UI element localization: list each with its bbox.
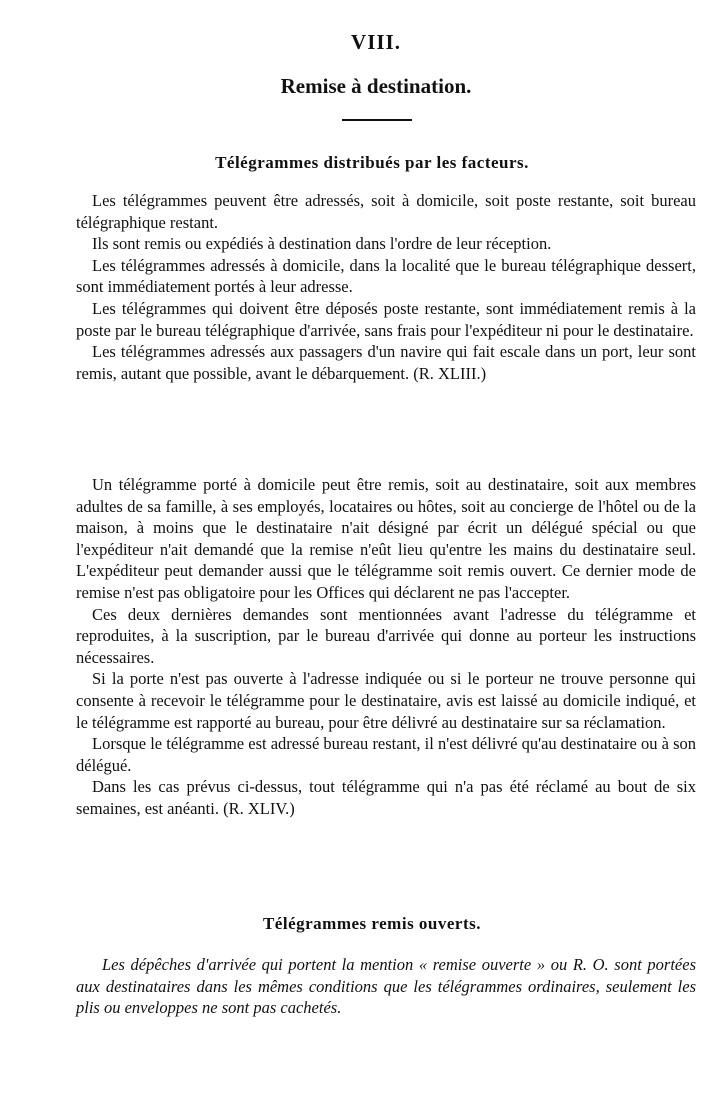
paragraph: Les télégrammes adressés aux passagers d'un navire qui fait escale dans un port, leur sont remis, autant que possible, avant le débarquement. (R. XLIII.) xyxy=(76,342,696,383)
chapter-number: VIII. xyxy=(351,30,401,54)
paragraph-group xyxy=(76,190,696,384)
paragraph: Les télégrammes adressés à domicile, dans la localité que le bureau télégraphique dessert, sont immédiatement portés à leur adresse. xyxy=(76,255,696,297)
chapter-title: Remise à destination. xyxy=(280,74,472,98)
section-heading: Télégrammes distribués par les facteurs. xyxy=(215,153,529,172)
paragraph: Dans les cas prévus ci-dessus, tout télégramme qui n'a pas été réclamé au bout de six semaines, est anéanti. (R. XLIV.) xyxy=(76,777,696,818)
paragraph: Si la porte n'est pas ouverte à l'adresse indiquée ou si le porteur ne trouve personne qui consente à recevoir le télégramme pour le destinataire, avis est laissé au domicile indiqué, et le télégramme est rapporté au bureau, pour être délivré au destinataire sur sa réclamation. xyxy=(76,669,696,732)
paragraph: Ces deux dernières demandes sont mentionnées avant l'adresse du télégramme et reproduites, à la suscription, par le bureau d'arrivée qui donne au porteur les instructions nécessaires. xyxy=(76,604,696,667)
section-heading: Télégrammes remis ouverts. xyxy=(262,914,482,933)
paragraph-group xyxy=(76,474,696,820)
paragraph: Ils sont remis ou expédiés à destination dans l'ordre de leur réception. xyxy=(92,234,552,254)
paragraph-group xyxy=(76,954,696,1019)
paragraph: Lorsque le télégramme est adressé bureau restant, il n'est délivré qu'au destinataire ou à son délégué. xyxy=(76,734,696,775)
paragraph: Les télégrammes peuvent être adressés, soit à domicile, soit poste restante, soit bureau télégraphique restant. xyxy=(76,191,696,232)
paragraph: Les télégrammes qui doivent être déposés poste restante, sont immédiatement remis à la poste par le bureau télégraphique d'arrivée, sans frais pour l'expéditeur ni pour le destinataire. xyxy=(76,298,696,340)
paragraph: Un télégramme porté à domicile peut être remis, soit au destinataire, soit aux membres adultes de sa famille, à ses employés, locataires ou hôtes, soit au concierge de l'hôtel ou de la maison, à moins que le destinataire n'ait désigné par écrit un délégué spécial ou que l'expéditeur n'ait demandé que la remise n'eût lieu qu'entre les mains du destinataire seul. L'expéditeur peut demander aussi que le télégramme soit remis ouvert. Ce dernier mode de remise n'est pas obligatoire pour les Offices qui déclarent ne pas l'accepter. xyxy=(76,475,696,602)
title-rule xyxy=(342,119,412,121)
paragraph: Les dépêches d'arrivée qui portent la mention « remise ouverte » ou R. O. sont portées aux destinataires dans les mêmes conditions que les télégrammes ordinaires, seulement les plis ou enveloppes ne sont pas cachetés. xyxy=(76,955,696,1018)
